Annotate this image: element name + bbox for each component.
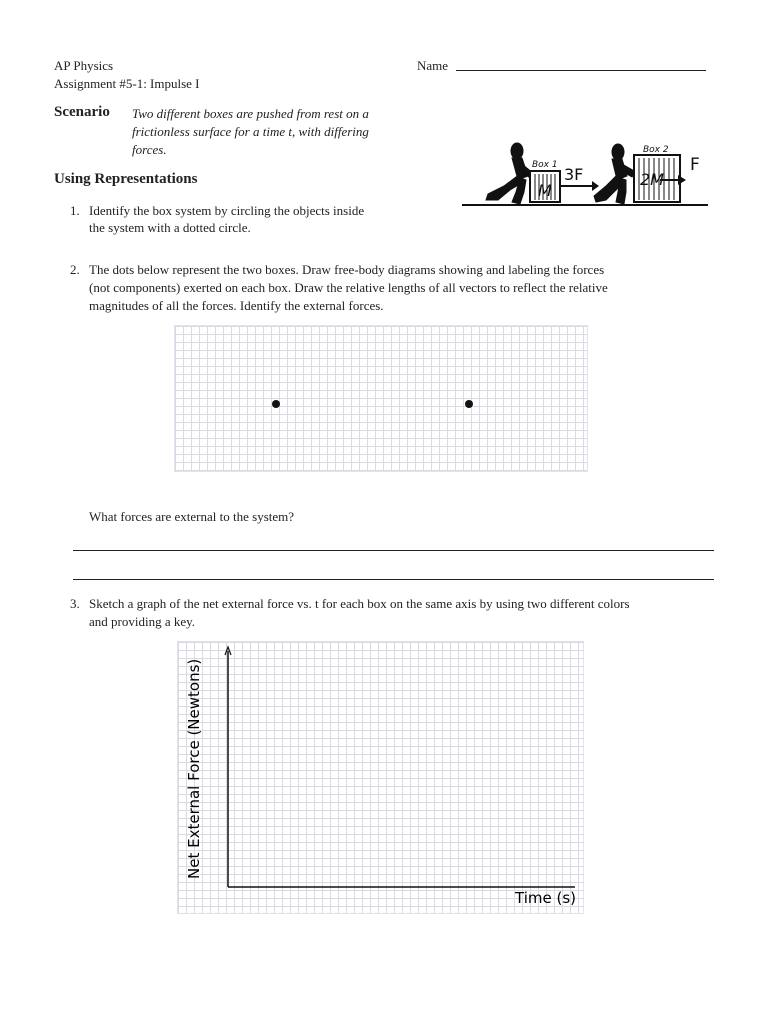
- box-2-dot: [465, 400, 473, 408]
- assignment-title: Assignment #5-1: Impulse I: [54, 76, 200, 91]
- free-body-diagram-grid[interactable]: [174, 325, 588, 472]
- question-1-line-1: Identify the box system by circling the objects inside: [89, 203, 365, 218]
- external-forces-question: What forces are external to the system?: [89, 509, 295, 524]
- name-label: Name: [417, 58, 449, 73]
- scenario-text-line-3: forces.: [132, 142, 167, 157]
- force-3f-label: 3F: [564, 165, 584, 184]
- question-1-line-2: the system with a dotted circle.: [89, 220, 251, 235]
- person-1-figure: [486, 143, 534, 204]
- question-3-number: 3.: [70, 596, 80, 611]
- question-2-line-2: (not components) exerted on each box. Draw the relative lengths of all vectors to reflect the relative: [89, 280, 608, 295]
- question-2-number: 2.: [70, 262, 80, 277]
- scenario-heading: Scenario: [54, 104, 110, 120]
- course-title: AP Physics: [54, 58, 114, 73]
- answer-line-2[interactable]: [73, 579, 714, 580]
- name-field[interactable]: [456, 70, 706, 71]
- y-axis-label: Net External Force (Newtons): [185, 658, 203, 879]
- answer-line-1[interactable]: [73, 550, 714, 551]
- force-f-label: F: [690, 155, 700, 175]
- box-1-mass-label: M: [538, 181, 552, 200]
- box-1-dot: [272, 400, 280, 408]
- pushing-boxes-illustration: [460, 134, 710, 210]
- question-2-line-3: magnitudes of all the forces. Identify the external forces.: [89, 298, 384, 313]
- question-3-line-2: and providing a key.: [89, 614, 196, 629]
- question-2-line-1: The dots below represent the two boxes. Draw free-body diagrams showing and labeling the forces: [89, 262, 605, 277]
- graph-axes: [177, 641, 582, 913]
- box-2-mass-label: 2M: [640, 170, 664, 189]
- box-2-label: Box 2: [643, 145, 669, 155]
- question-3-line-1: Sketch a graph of the net external force vs. t for each box on the same axis by using two different colors: [89, 596, 630, 611]
- scenario-text-line-1: Two different boxes are pushed from rest on a: [132, 106, 369, 121]
- question-1-number: 1.: [70, 203, 80, 218]
- scenario-text-line-2: frictionless surface for a time t, with differing: [132, 124, 369, 139]
- person-2-figure: [594, 144, 636, 204]
- box-1-label: Box 1: [532, 160, 558, 170]
- x-axis-label: Time (s): [515, 889, 576, 907]
- section-heading: Using Representations: [54, 171, 198, 187]
